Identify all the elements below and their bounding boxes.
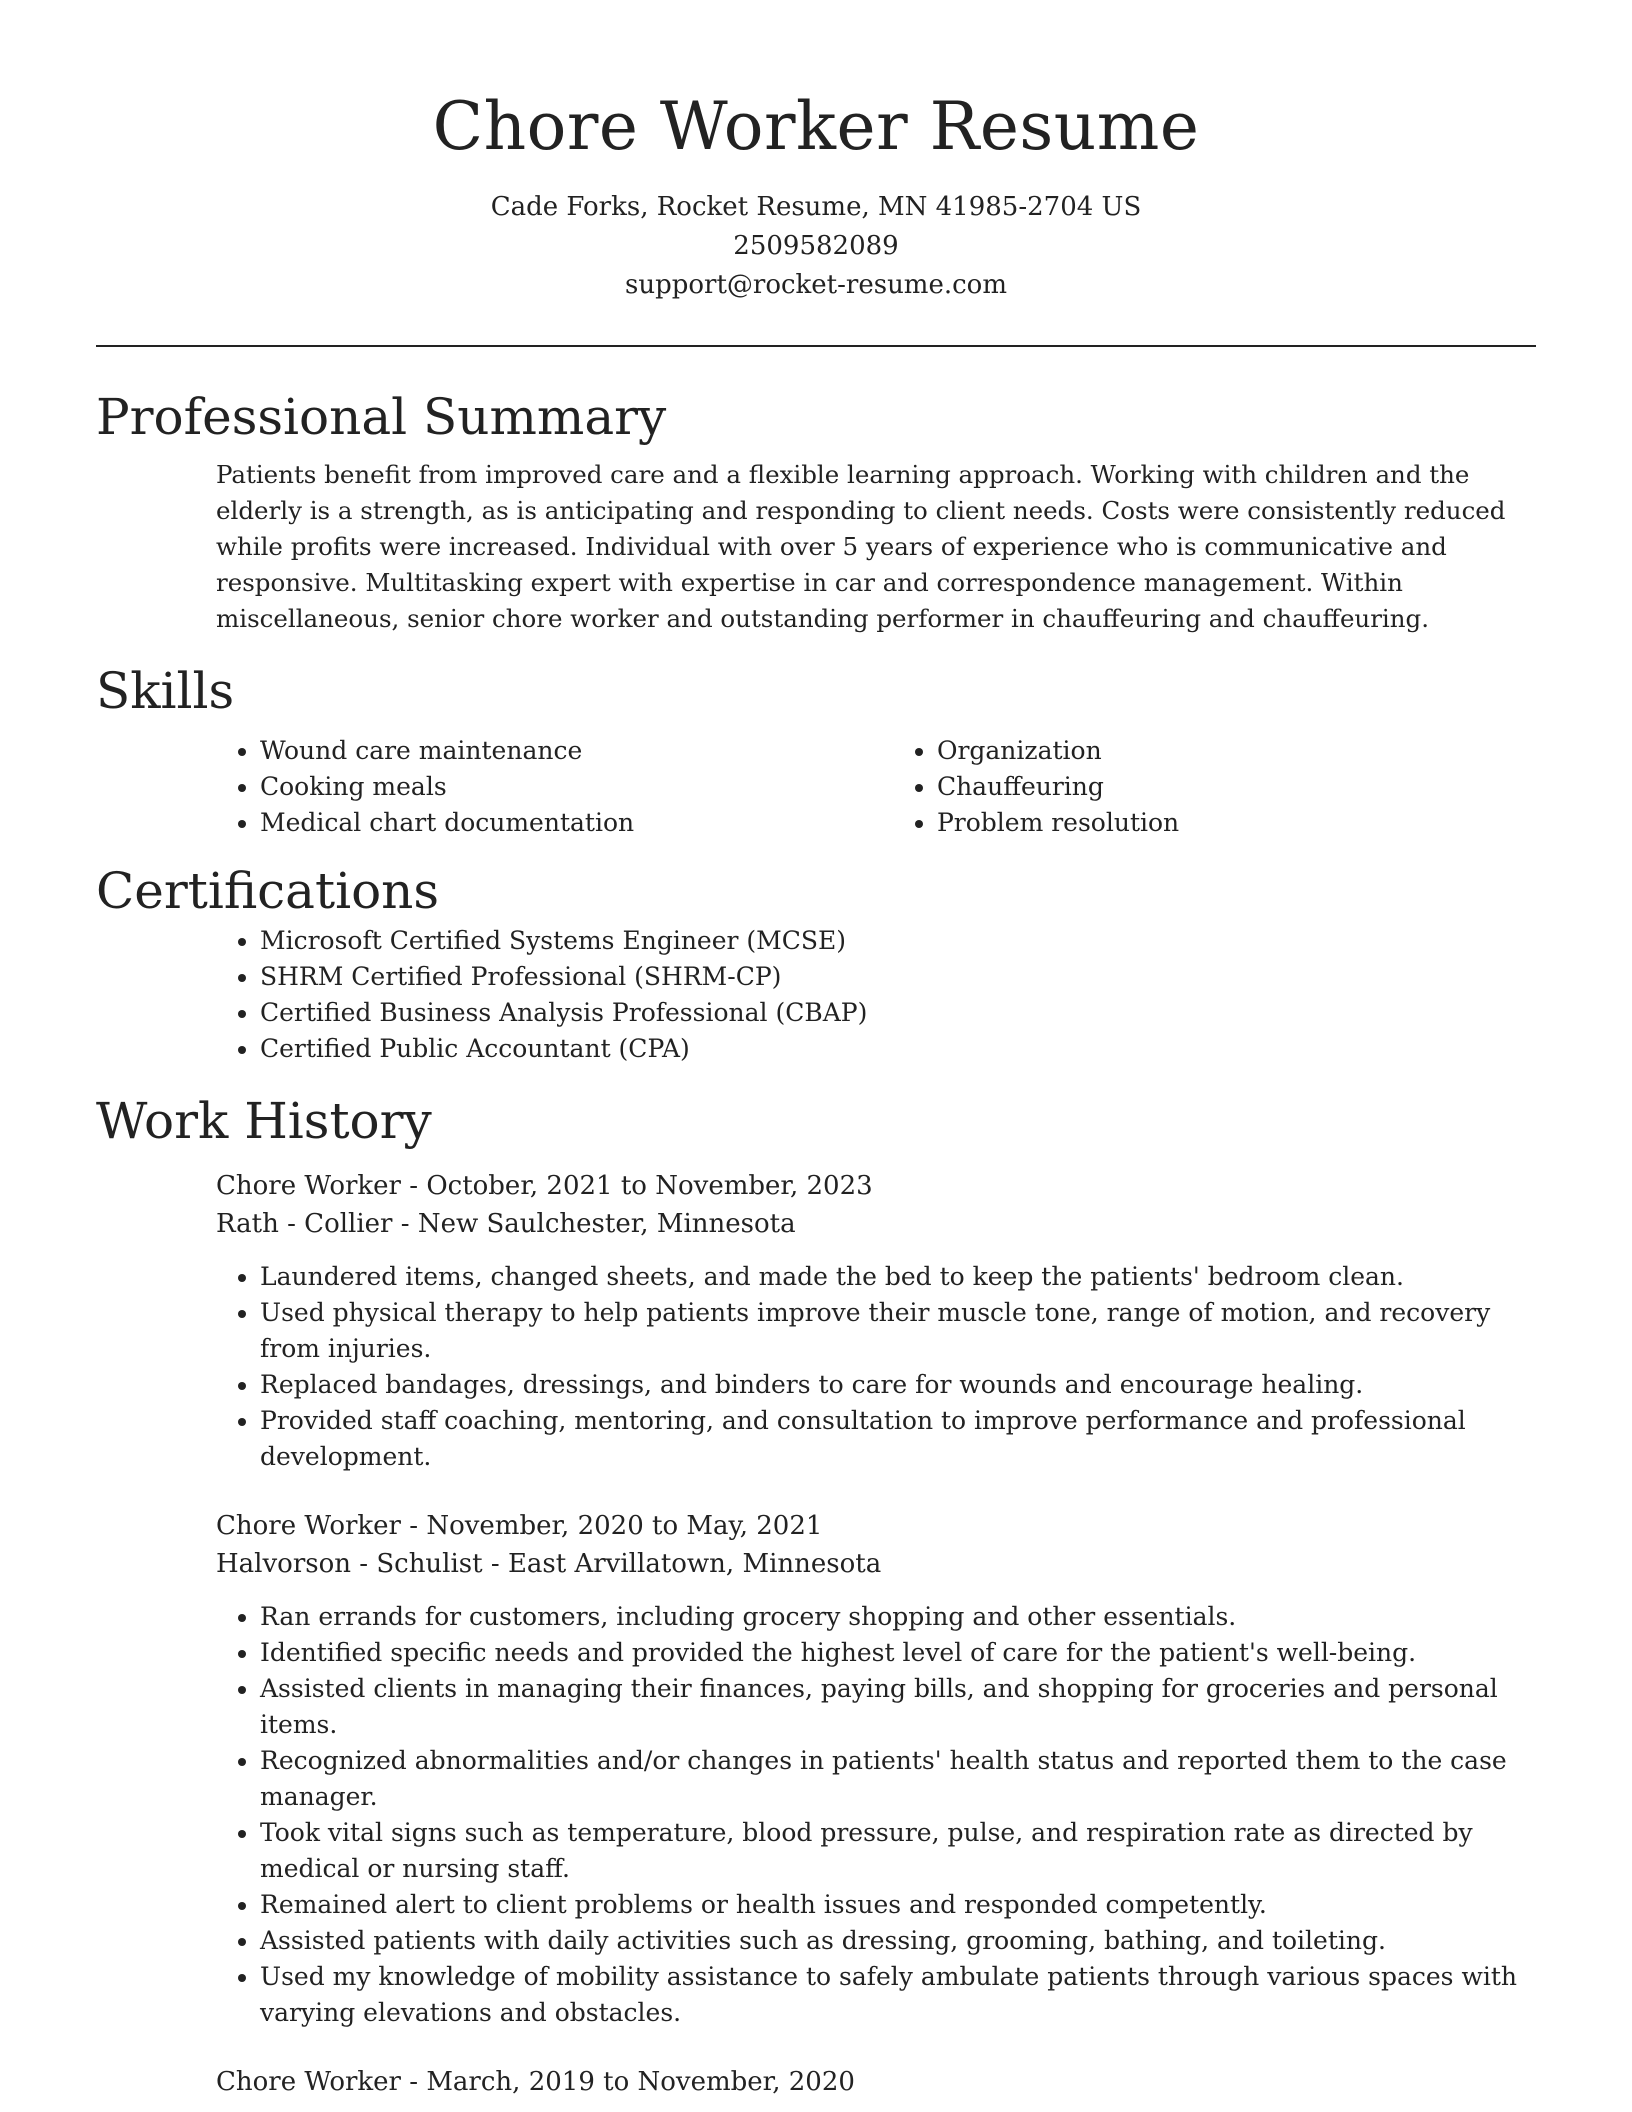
job-bullet: • Assisted patients with daily activities such as dressing, grooming, bathing, and toileting. <box>260 1923 1536 1959</box>
skills-list-right <box>909 733 1536 841</box>
job-bullet: • Identified specific needs and provided the highest level of care for the patient's well-being. <box>260 1635 1536 1671</box>
certification-item: • Microsoft Certified Systems Engineer (MCSE) <box>260 923 1536 959</box>
summary-heading: Professional Summary <box>96 388 667 446</box>
summary-text: Patients benefit from improved care and a flexible learning approach. Working with children and the elderly is a strength, as is anticipating and responding to client needs. Costs were consistently reduced while profits were increased. Individual with over 5 years of experience who is communicative and responsive. Multitasking expert with expertise in car and correspondence management. Within miscellaneous, senior chore worker and outstanding performer in chauffeuring and chauffeuring. <box>216 460 1506 633</box>
job-bullet: • Used my knowledge of mobility assistance to safely ambulate patients through various spaces with varying elevations and obstacles. <box>260 1959 1536 2031</box>
certification-item: • Certified Public Accountant (CPA) <box>260 1031 1536 1067</box>
job-bullet: • Assisted clients in managing their finances, paying bills, and shopping for groceries and personal items. <box>260 1671 1536 1743</box>
resume-title: Chore Worker Resume <box>432 88 1200 165</box>
certifications-heading: Certifications <box>96 862 440 920</box>
job-bullet: • Recognized abnormalities and/or changes in patients' health status and reported them to the case manager. <box>260 1743 1536 1815</box>
job-dates: November, 2020 to May, 2021 <box>426 1511 823 1541</box>
job-dates: October, 2021 to November, 2023 <box>426 1171 873 1201</box>
certification-item: • Certified Business Analysis Professional (CBAP) <box>260 995 1536 1031</box>
skill-item: • Wound care maintenance <box>260 733 909 769</box>
skill-item: • Organization <box>937 733 1536 769</box>
job-dates: March, 2019 to November, 2020 <box>426 2067 855 2097</box>
skill-item: • Problem resolution <box>937 805 1536 841</box>
contact-address: Cade Forks, Rocket Resume, MN 41985-2704 US <box>490 192 1142 222</box>
contact-phone: 2509582089 <box>733 231 899 261</box>
contact-block <box>96 188 1536 305</box>
job-entry <box>216 1167 1536 1475</box>
job-bullets <box>216 1599 1536 2031</box>
work-history-section <box>96 1089 1536 2101</box>
summary-section <box>96 385 1536 637</box>
job-title: Chore Worker <box>216 1511 401 1541</box>
job-entry <box>216 2063 1536 2101</box>
job-bullet: • Remained alert to client problems or health issues and responded competently. <box>260 1887 1536 1923</box>
job-entry <box>216 1507 1536 2031</box>
job-title-line: Chore Worker - November, 2020 to May, 2021 <box>216 1511 823 1541</box>
job-company: Halvorson - Schulist <box>216 1549 483 1579</box>
job-company: Rath - Collier <box>216 1209 393 1239</box>
job-bullets <box>216 1259 1536 1475</box>
skill-item: • Medical chart documentation <box>260 805 909 841</box>
job-title-line: Chore Worker - March, 2019 to November, 2020 <box>216 2067 855 2097</box>
skill-item: • Cooking meals <box>260 769 909 805</box>
job-bullet: • Provided staff coaching, mentoring, and consultation to improve performance and professional development. <box>260 1403 1536 1475</box>
skills-section <box>96 659 1536 841</box>
skills-grid <box>96 733 1536 841</box>
job-location: East Arvillatown, Minnesota <box>507 1549 882 1579</box>
skills-heading: Skills <box>96 662 235 720</box>
job-title-line: Chore Worker - October, 2021 to November, 2023 <box>216 1171 873 1201</box>
job-bullet: • Ran errands for customers, including grocery shopping and other essentials. <box>260 1599 1536 1635</box>
certifications-section <box>96 859 1536 1067</box>
contact-email: support@rocket-resume.com <box>624 270 1007 300</box>
resume-page <box>96 0 1536 2101</box>
certifications-list <box>96 923 1536 1067</box>
job-title: Chore Worker <box>216 1171 401 1201</box>
header-divider <box>96 345 1536 347</box>
job-bullet: • Laundered items, changed sheets, and made the bed to keep the patients' bedroom clean. <box>260 1259 1536 1295</box>
certification-item: • SHRM Certified Professional (SHRM-CP) <box>260 959 1536 995</box>
job-employer-line: Halvorson - Schulist - East Arvillatown, Minnesota <box>216 1549 882 1579</box>
job-bullet: • Took vital signs such as temperature, blood pressure, pulse, and respiration rate as directed by medical or nursing staff. <box>260 1815 1536 1887</box>
job-employer-line: Rath - Collier - New Saulchester, Minnesota <box>216 1209 796 1239</box>
job-location: New Saulchester, Minnesota <box>417 1209 796 1239</box>
job-bullet: • Replaced bandages, dressings, and binders to care for wounds and encourage healing. <box>260 1367 1536 1403</box>
job-bullet: • Used physical therapy to help patients improve their muscle tone, range of motion, and recovery from injuries. <box>260 1295 1536 1367</box>
job-title: Chore Worker <box>216 2067 401 2097</box>
skills-list-left <box>96 733 909 841</box>
work-history-heading: Work History <box>96 1092 432 1150</box>
skill-item: • Chauffeuring <box>937 769 1536 805</box>
